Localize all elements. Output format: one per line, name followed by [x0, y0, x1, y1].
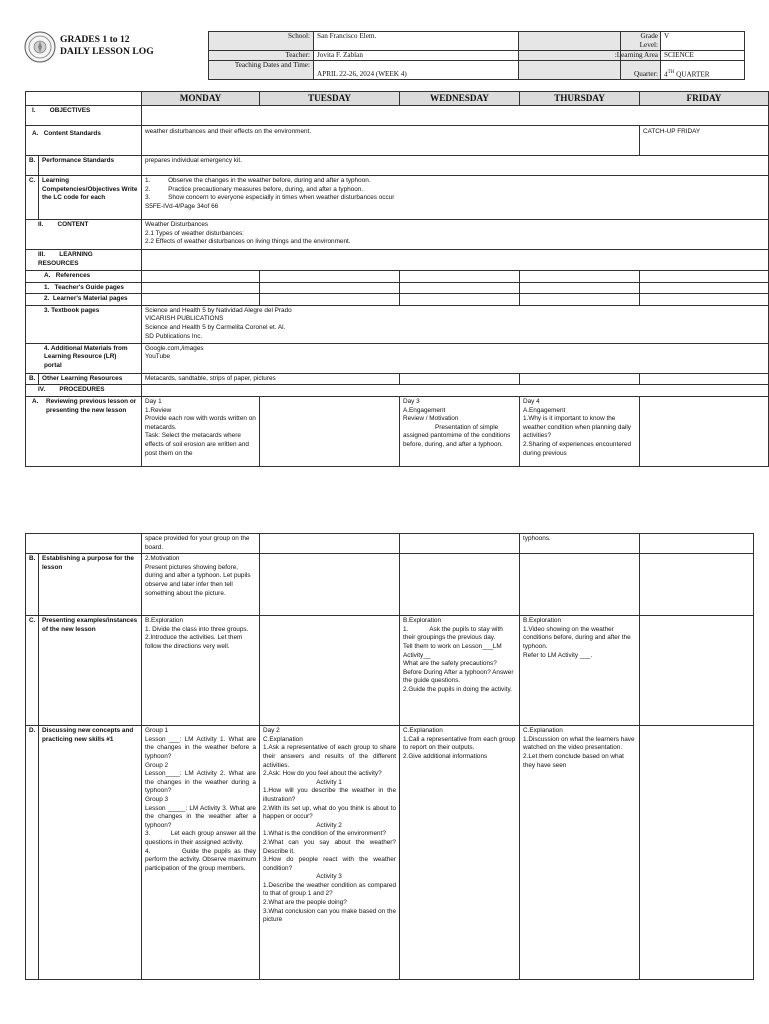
other-resources-label: Other Learning Resources — [39, 373, 142, 385]
document-title — [60, 34, 154, 58]
teacher-value: Jovita F. Zablan — [314, 51, 519, 61]
spacer-cell — [519, 32, 621, 51]
day-header-wednesday: WEDNESDAY — [400, 92, 520, 106]
cell — [260, 616, 400, 726]
cell — [640, 282, 769, 294]
lm-pages-label: 2. Learner's Material pages — [26, 294, 142, 306]
learning-resources-row — [142, 250, 769, 271]
discuss-tuesday-cell: Day 2 C.Explanation 1.Ask a representative of each group to share their answers and results of the different activities. 2.Ask: How do you feel about the activity? Activity 1 1.How will you describe the weather in the illustration? 2.With its set up, what do you think is about to happen or occur? Activity 2 1.What is the condition of the environment? 2.What can you say about the weather? Describe it. 3.How do people react with the weather condition? Activity 3 1.Describe the weather condition as compared to that of group 1 and 2? 2.What are the people doing? 3.What conclusion can you make based on the picture — [260, 726, 400, 980]
cell — [520, 373, 640, 385]
cell — [400, 282, 520, 294]
day-header-tuesday: TUESDAY — [260, 92, 400, 106]
other-resources-cell: Metacards, sandtable, strips of paper, pictures — [142, 373, 400, 385]
deped-seal-icon — [24, 31, 56, 63]
review-thursday-cell: Day 4 A.Engagement 1.Why is it important to know the weather condition when planning daily activities? 2.Sharing of experiences encountered during previous — [520, 396, 640, 466]
cell — [400, 294, 520, 306]
marker-c: C. — [26, 176, 39, 220]
review-wednesday-cell: Day 3 A.Engagement Review / Motivation Presentation of simple assigned pantomime of the conditions before, during, and after a typhoon. — [400, 396, 520, 466]
present-monday-cell: B.Exploration 1. Divide the class into three groups. 2.Introduce the activities. Let them follow the directions very well. — [142, 616, 260, 726]
area-value: SCIENCE — [661, 51, 745, 61]
dates-value: APRIL 22-26, 2024 (WEEK 4) — [314, 61, 519, 80]
cell — [640, 726, 754, 980]
review-monday-continued: space provided for your group on the board. — [142, 534, 260, 554]
marker-d: D. — [26, 726, 39, 980]
discuss-thursday-cell: C.Explanation 1.Discussion on what the learners have watched on the video presentation. 2.Let them conclude based on what they have seen — [520, 726, 640, 980]
cell — [260, 294, 400, 306]
additional-materials-cell: Google.com,/images YouTube — [142, 343, 769, 373]
present-thursday-cell: B.Exploration 1.Video showing on the weather conditions before, during and after the typhoon. Refer to LM Activity ___. — [520, 616, 640, 726]
quarter-suffix: TH — [667, 69, 675, 75]
cell — [520, 271, 640, 283]
cell — [520, 554, 640, 616]
additional-materials-label: 4. Additional Materials from Learning Resource (LR) portal — [26, 343, 142, 373]
review-monday-cell: Day 1 1.Review Provide each row with words written on metacards. Task: Select the metacards where effects of soil erosion are written and post them on the — [142, 396, 260, 466]
lesson-log-table-page1 — [25, 91, 769, 467]
objectives-label: I. OBJECTIVES — [26, 106, 142, 126]
reviewing-label — [26, 396, 142, 466]
learning-competencies-cell — [142, 176, 769, 220]
spacer-cell — [519, 61, 621, 80]
corner-cell — [26, 92, 142, 106]
marker-b: B. — [26, 373, 39, 385]
cell — [640, 554, 754, 616]
cell — [640, 271, 769, 283]
discuss-wednesday-cell: C.Explanation 1.Call a representative from each group to report on their outputs. 2.Give additional informations — [400, 726, 520, 980]
objectives-row — [142, 106, 769, 126]
cell — [260, 271, 400, 283]
procedures-row — [142, 385, 769, 397]
cell — [400, 271, 520, 283]
purpose-label: Establishing a purpose for the lesson — [39, 554, 142, 616]
textbook-pages-label: 3. Textbook pages — [26, 305, 142, 343]
friday-catchup-cell: CATCH-UP FRIDAY — [640, 126, 769, 156]
performance-standards-cell: prepares individual emergency kit. — [142, 156, 769, 176]
cell — [400, 534, 520, 554]
lc-code: S5FE-IVd-4/Page 34of 66 — [145, 202, 219, 210]
header-info-table — [208, 31, 745, 80]
teacher-label: Teacher: — [209, 51, 314, 61]
quarter-label: Quarter: — [621, 61, 661, 80]
review-tuesday-cell — [260, 396, 400, 466]
references-label: A. References — [26, 271, 142, 283]
quarter-value — [661, 61, 745, 80]
reviewing-text: Reviewing previous lesson or presenting the new lesson — [46, 397, 137, 414]
day-header-thursday: THURSDAY — [520, 92, 640, 106]
purpose-monday-cell: 2.Motivation Present pictures showing before, during and after a typhoon. Let pupils observe and later infer then tell something about the picture. — [142, 554, 260, 616]
cell — [640, 534, 754, 554]
spacer-cell — [519, 51, 621, 61]
day-header-friday: FRIDAY — [640, 92, 769, 106]
cell — [26, 534, 142, 554]
present-wednesday-cell: B.Exploration 1. Ask the pupils to stay with their groupings the previous day. Tell them to work on Lesson___LM Activity__ What are the safety precautions? Before During After a typhoon? Answer the guide questions. 2.Guide the pupils in doing the activity. — [400, 616, 520, 726]
lc-item-1: 1. Observe the changes in the weather before, during and after a typhoon. — [145, 177, 371, 184]
content-label: II. CONTENT — [26, 220, 142, 250]
learning-competencies-label: Learning Competencies/Objectives Write the LC code for each — [39, 176, 142, 220]
quarter-number: 4 — [664, 70, 668, 78]
cell — [640, 373, 769, 385]
lesson-log-table-page2 — [25, 533, 754, 980]
cell — [520, 282, 640, 294]
learning-resources-label: III. LEARNING RESOURCES — [26, 250, 142, 271]
content-standards-label: A. Content Standards — [26, 126, 142, 156]
performance-standards-label: Performance Standards — [39, 156, 142, 176]
grade-value: V — [661, 32, 745, 51]
marker-b: B. — [26, 156, 39, 176]
marker-a: A. — [32, 397, 39, 405]
grade-label: Grade Level: — [621, 32, 661, 51]
content-cell: Weather Disturbances 2.1 Types of weather disturbances: 2.2 Effects of weather disturbances on living things and the environment. — [142, 220, 769, 250]
cell — [260, 534, 400, 554]
school-value: San Francisco Elem. — [314, 32, 519, 51]
cell — [640, 616, 754, 726]
cell — [400, 373, 520, 385]
cell — [142, 294, 260, 306]
cell — [260, 282, 400, 294]
school-label: School: — [209, 32, 314, 51]
marker-c: C. — [26, 616, 39, 726]
marker-b: B. — [26, 554, 39, 616]
review-friday-cell — [640, 396, 769, 466]
procedures-label: IV. PROCEDURES — [26, 385, 142, 397]
cell — [142, 271, 260, 283]
cell — [400, 554, 520, 616]
presenting-label: Presenting examples/instances of the new lesson — [39, 616, 142, 726]
day-header-monday: MONDAY — [142, 92, 260, 106]
lc-item-3: 3. Show concern to everyone especially in times when weather disturbances occur — [145, 194, 395, 202]
lc-item-2: 2. Practice precautionary measures before, during, and after a typhoon. — [145, 185, 364, 193]
cell — [640, 294, 769, 306]
tg-pages-label: 1. Teacher's Guide pages — [26, 282, 142, 294]
review-thursday-continued: typhoons. — [520, 534, 640, 554]
cell — [142, 282, 260, 294]
discussing-label: Discussing new concepts and practicing new skills #1 — [39, 726, 142, 980]
dates-label: Teaching Dates and Time: — [209, 61, 314, 80]
cell — [260, 554, 400, 616]
title-line-1: GRADES 1 to 12 — [60, 34, 130, 45]
content-standards-cell: weather disturbances and their effects on the environment. — [142, 126, 640, 156]
title-line-2: DAILY LESSON LOG — [60, 46, 154, 57]
cell — [520, 294, 640, 306]
area-label: Learning Area: — [621, 51, 661, 61]
quarter-word: QUARTER — [674, 70, 710, 78]
textbook-cell: Science and Health 5 by Natividad Alegre del Prado VICARISH PUBLICATIONS Science and Health 5 by Carmelita Coronel et. Al. SD Publications Inc. — [142, 305, 769, 343]
discuss-monday-cell: Group 1 Lesson ___: LM Activity 1. What are the changes in the weather before a typhoon? Group 2 Lesson____: LM Activity 2. What are the changes in the weather during a typhoon? Group 3 Lesson _____: LM Activity 3. What are the changes in the weather after a typhoon? 3. Let each group answer all the questions in their assigned activity. 4. Guide the pupils as they perform the activity. Observe maximum participation of the group members. — [142, 726, 260, 980]
